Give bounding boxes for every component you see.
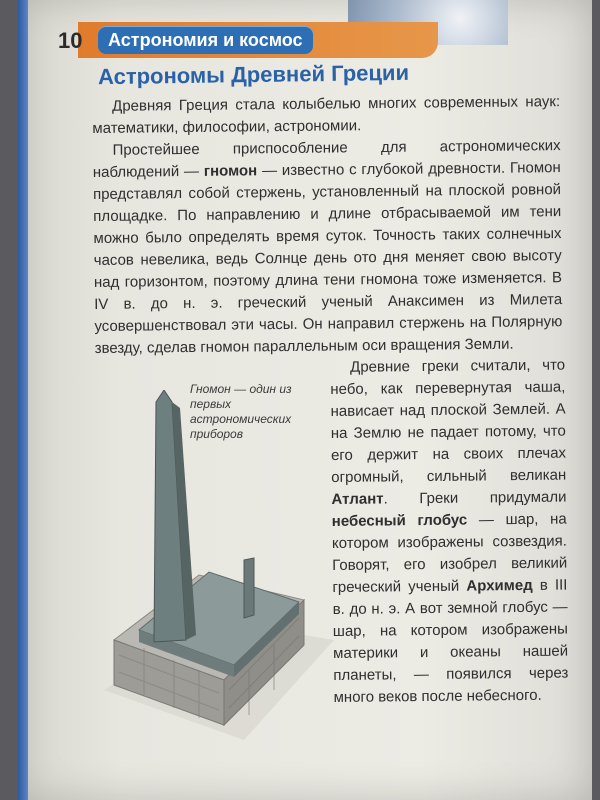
- paragraph-1: Древняя Греция стала колыбелью многих современных наук: математики, философии, астрономии.: [92, 93, 561, 137]
- term-celestial-globe: небесный глобус: [331, 511, 468, 530]
- paragraph-3-part-c: — шар, на котором изображены созвездия. Говорят, его изобрел великий греческий ученый: [331, 510, 568, 596]
- page-number: 10: [58, 28, 83, 53]
- paragraph-3-part-d: в III в. до н. э. А вот земной глобус — шар, на котором изображены материки и океаны нашей планеты, — появился через много веков после небесного.: [332, 576, 569, 706]
- figure-caption: Гномон — один из первых астрономических приборов: [190, 382, 292, 441]
- paragraph-2-part-b: — известно с глубокой древности. Гномон представлял собой стержень, установленный на плоской ровной площадке. По направлению и длине отбрасываемой им тени можно было определять время суток. Точность таких солнечных часов невелика, ведь Солнце день ото дня меняет свою высоту над горизонтом, поэтому длина тени гномона тоже изменяется. В IV в. до н. э. греческий ученый Анаксимен из Милета усовершенствовал эти часы. Он направил стержень на Полярную звезду, сделав гномон параллельным оси вращения Земли.: [92, 159, 563, 357]
- paragraph-3-part-b: . Греки придумали: [383, 488, 567, 508]
- term-atlant: Атлант: [331, 490, 384, 508]
- article-title: Астрономы Древней Греции: [97, 59, 410, 90]
- paragraph-2: [92, 135, 562, 360]
- term-gnomon: гномон: [203, 162, 258, 180]
- article-body: [92, 91, 563, 360]
- right-column-text: [330, 355, 569, 709]
- paragraph-3-part-a: Древние греки считали, что небо, как перевернутая чаша, нависает над плоской Землей. А на Землю не падает потому, что его держит на своих плечах огромный, сильный великан: [330, 356, 567, 486]
- paragraph-2-part-a: Простейшее приспособление для астрономических наблюдений —: [92, 137, 561, 181]
- term-archimedes: Архимед: [466, 576, 533, 595]
- paragraph-3: [330, 355, 569, 709]
- section-title: Астрономия и космос: [98, 26, 313, 54]
- gnomon-illustration: [104, 390, 334, 760]
- page-edge: [18, 0, 28, 800]
